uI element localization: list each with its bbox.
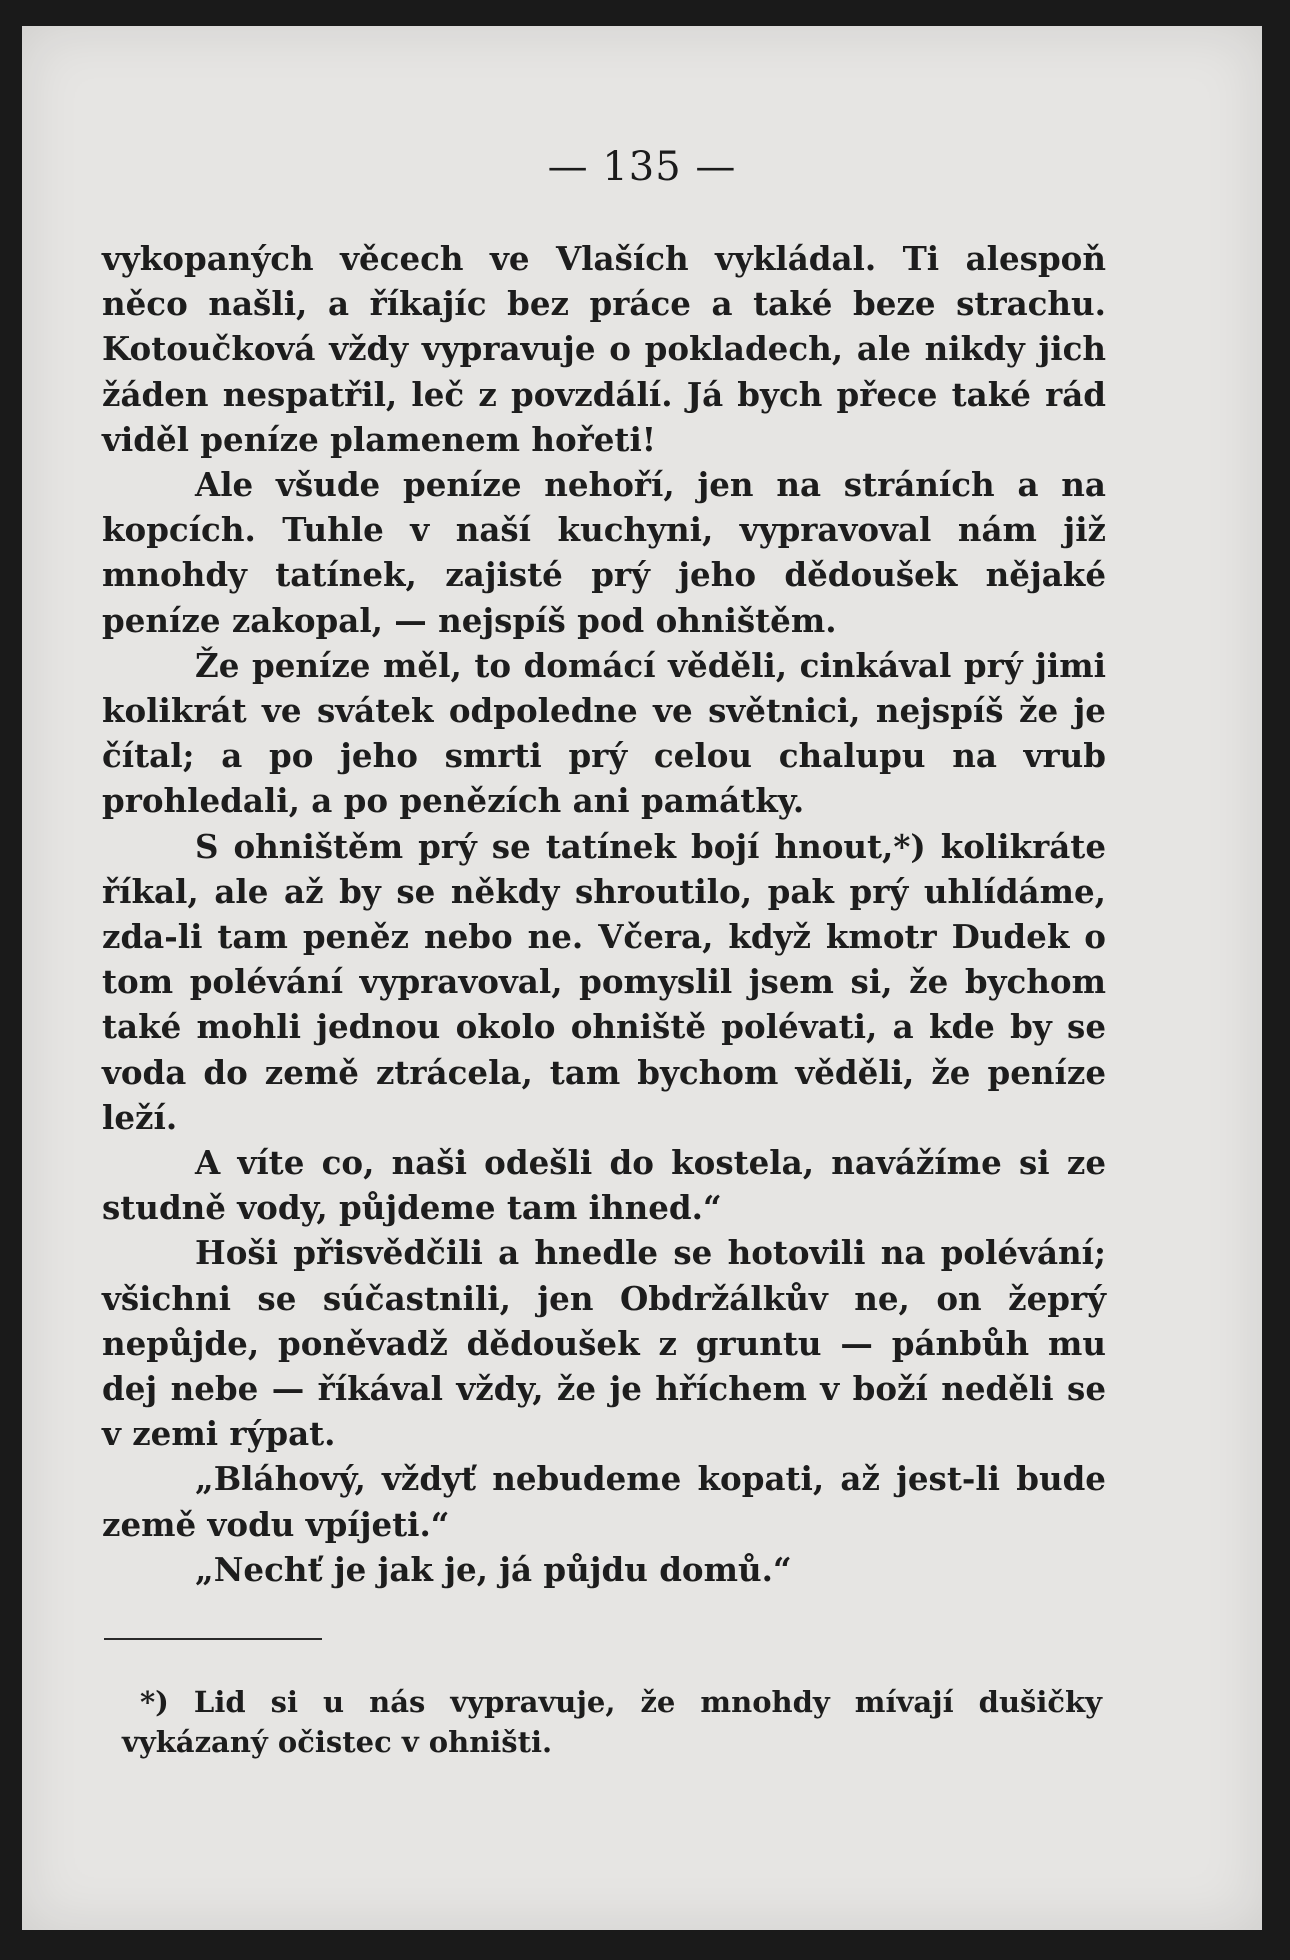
paragraph: S ohništěm prý se tatínek bojí hnout,*) kolikráte říkal, ale až by se někdy shroutilo, pak prý uhlídáme, zda-li tam peněz nebo ne. Včera, když kmotr Dudek o tom polévání vypravoval, pomyslil jsem si, že bychom také mohli jednou okolo ohniště polévati, a kde by se voda do země ztrácela, tam bychom věděli, že peníze leží. [102, 826, 1106, 1137]
page-number: — 135 — [547, 144, 737, 190]
paragraph: „Nechť je jak je, já půjdu domů.“ [195, 1549, 792, 1589]
paragraph: „Bláhový, vždyť nebudeme kopati, až jest-li bude země vodu vpíjeti.“ [102, 1459, 1106, 1544]
paragraph: Ale všude peníze nehoří, jen na stráních a na kopcích. Tuhle v naší kuchyni, vypravoval nám již mnohdy tatínek, zajisté prý jeho dědoušek nějaké peníze zakopal, — nejspíš pod ohništěm. [102, 465, 1106, 640]
paragraph: A víte co, naši odešli do kostela, navážíme si ze studně vody, půjdeme tam ihned.“ [102, 1143, 1106, 1228]
footnote: *) Lid si u nás vypravuje, že mnohdy mívají dušičky vykázaný očistec v ohništi. [122, 1685, 1102, 1759]
body-text [102, 236, 1106, 1592]
book-page [22, 26, 1262, 1930]
paragraph: Že peníze měl, to domácí věděli, cinkával prý jimi kolikrát ve svátek odpoledne ve světnici, nejspíš že je čítal; a po jeho smrti prý celou chalupu na vrub prohledali, a po penězích ani památky. [102, 645, 1106, 821]
paragraph: vykopaných věcech ve Vlaších vykládal. Ti alespoň něco našli, a říkajíc bez práce a také beze strachu. Kotoučková vždy vypravuje o pokladech, ale nikdy jich žáden nespatřil, leč z povzdálí. Já bych přece také rád viděl peníze plamenem hořeti! [102, 239, 1106, 459]
footnote-divider [104, 1638, 322, 1640]
paragraph: Hoši přisvědčili a hnedle se hotovili na polévání; všichni se súčastnili, jen Obdržálkův ne, on žeprý nepůjde, poněvadž dědoušek z gruntu — pánbůh mu dej nebe — říkával vždy, že je hříchem v boží neděli se v zemi rýpat. [102, 1233, 1106, 1454]
